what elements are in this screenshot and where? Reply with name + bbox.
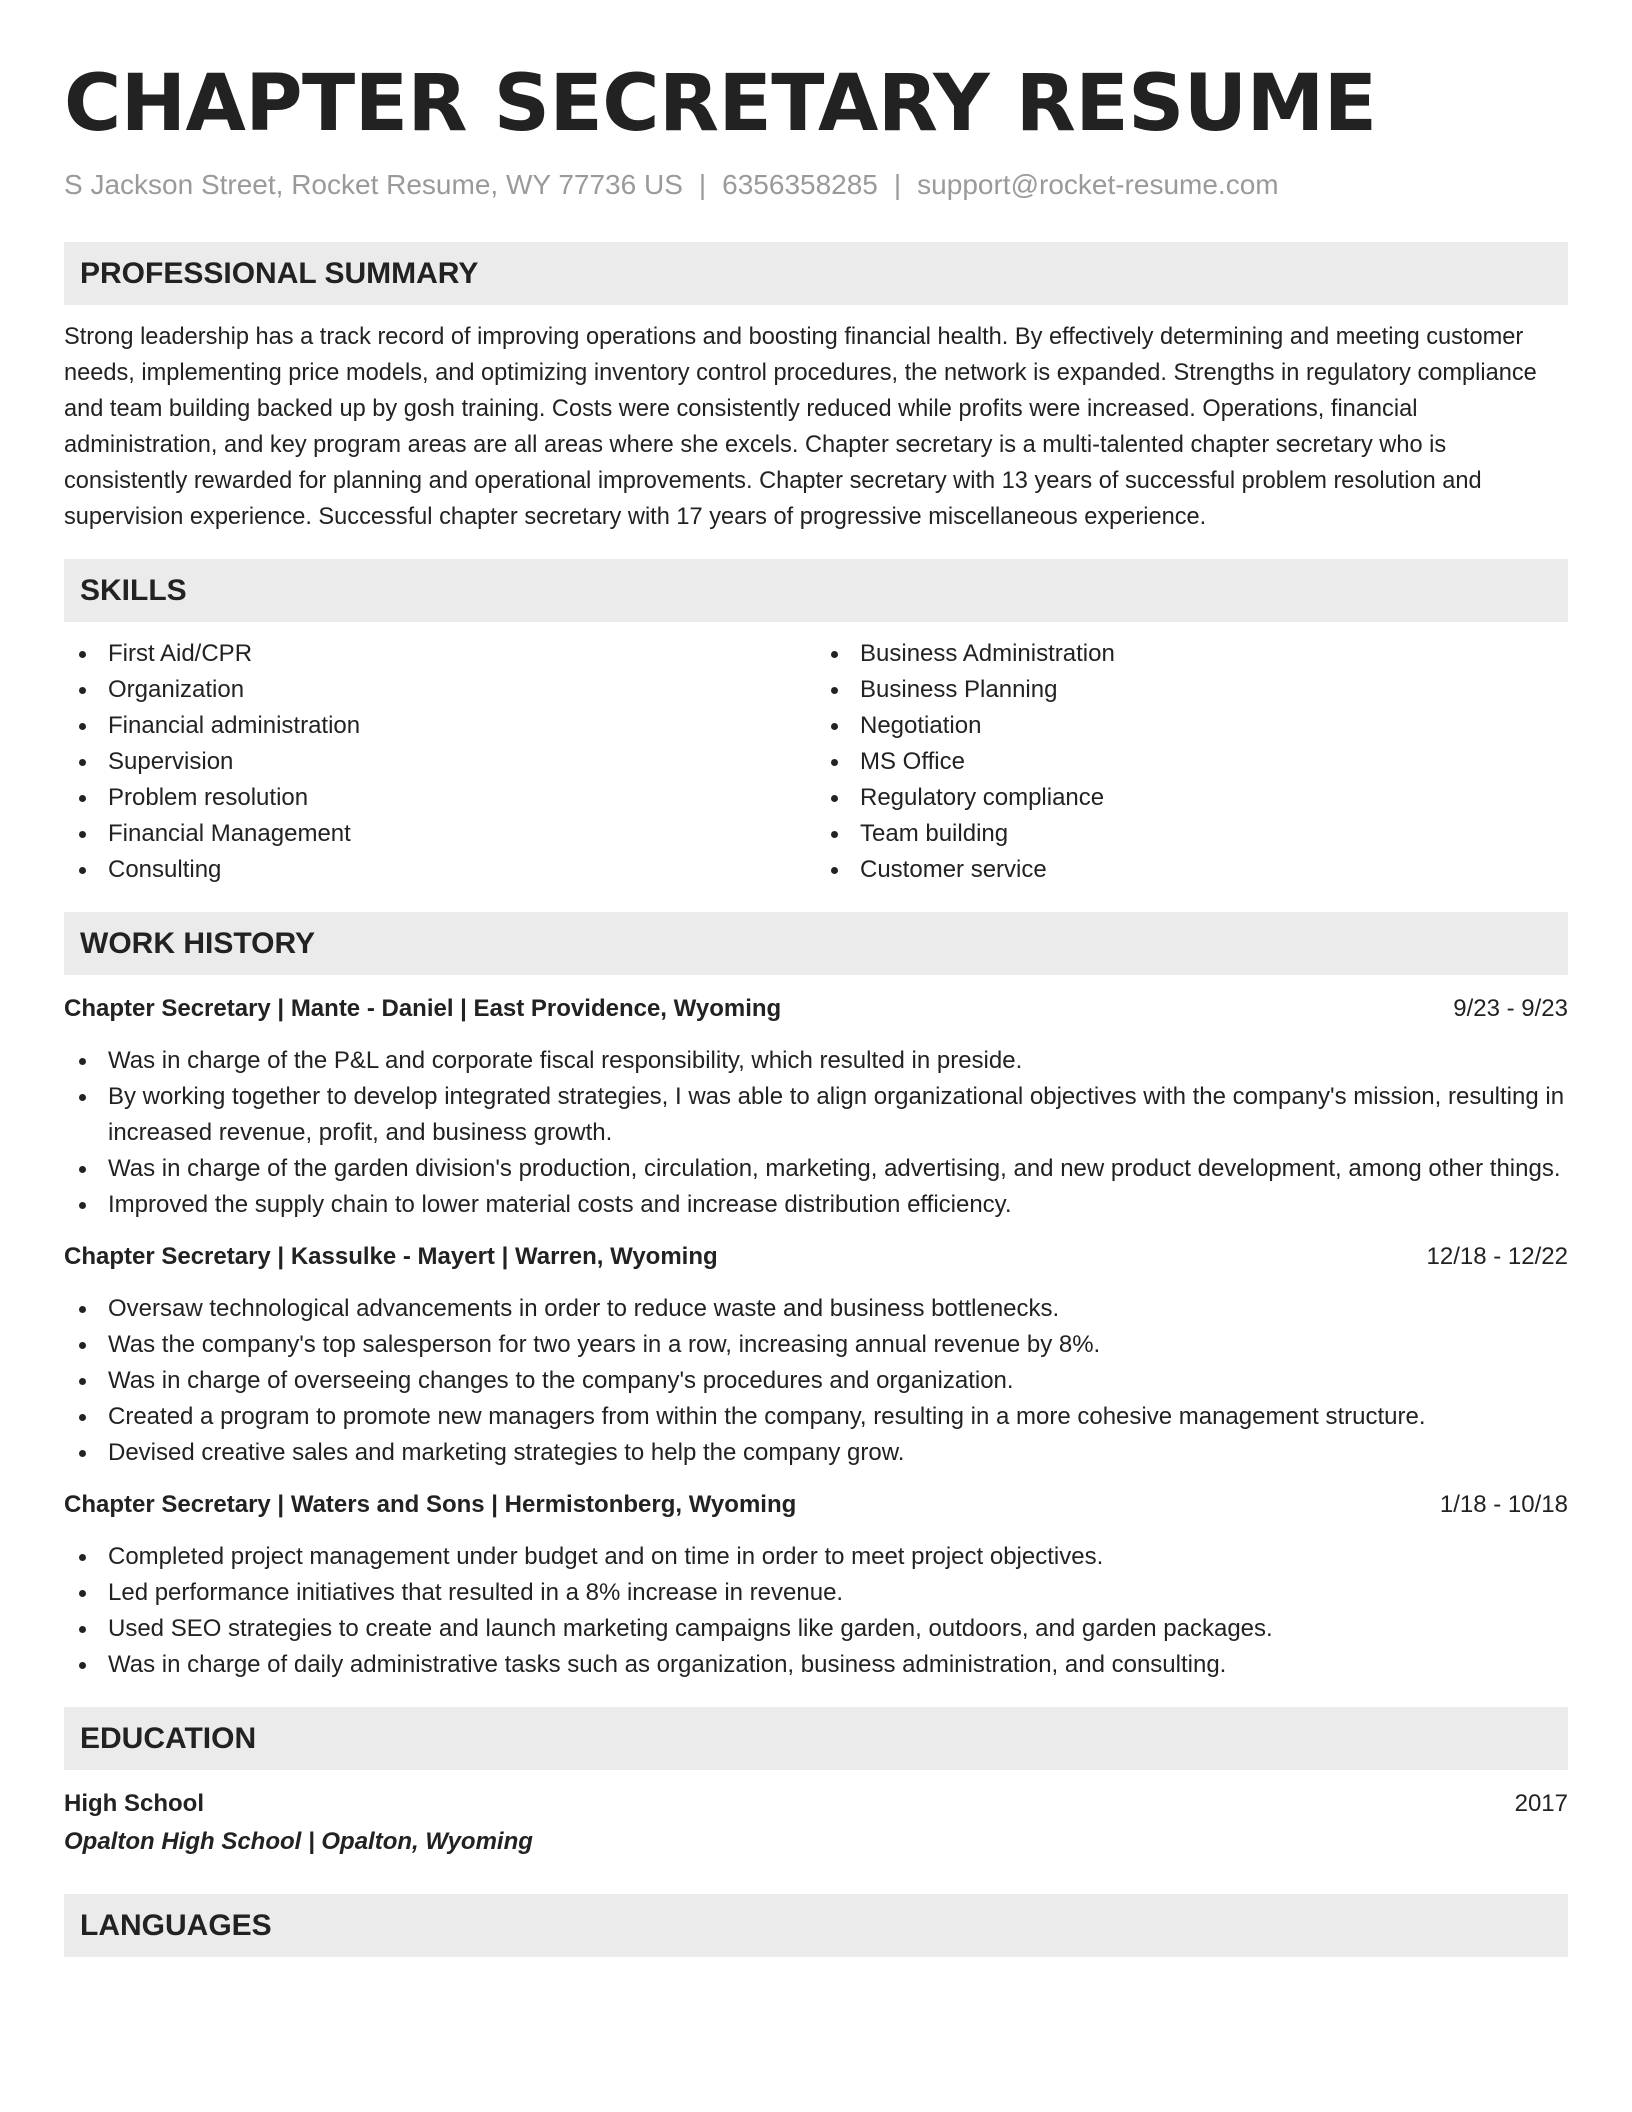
section-header-education: EDUCATION bbox=[64, 1707, 1568, 1770]
skills-column-left bbox=[64, 636, 816, 888]
skill-item: Consulting bbox=[64, 852, 816, 888]
skill-item: Customer service bbox=[816, 852, 1568, 888]
education-year: 2017 bbox=[1514, 1790, 1568, 1817]
job-bullet: By working together to develop integrated strategies, I was able to align organizational objectives with the company's mission, resulting in increased revenue, profit, and business growth. bbox=[64, 1079, 1568, 1151]
skill-item: Financial administration bbox=[64, 708, 816, 744]
contact-address: S Jackson Street, Rocket Resume, WY 77736 US bbox=[64, 169, 683, 200]
job-title: Chapter Secretary | Kassulke - Mayert | Warren, Wyoming bbox=[64, 1243, 718, 1270]
skills-list bbox=[64, 636, 1568, 888]
education-degree: High School bbox=[64, 1790, 204, 1817]
job-bullets bbox=[64, 1043, 1568, 1223]
skill-item: Financial Management bbox=[64, 816, 816, 852]
job-bullet: Improved the supply chain to lower material costs and increase distribution efficiency. bbox=[64, 1187, 1568, 1223]
skill-item: MS Office bbox=[816, 744, 1568, 780]
skill-item: Negotiation bbox=[816, 708, 1568, 744]
job-bullet: Was in charge of daily administrative tasks such as organization, business administration, and consulting. bbox=[64, 1647, 1568, 1683]
job-bullet: Devised creative sales and marketing strategies to help the company grow. bbox=[64, 1435, 1568, 1471]
section-header-work-history: WORK HISTORY bbox=[64, 912, 1568, 975]
job-title: Chapter Secretary | Waters and Sons | Hermistonberg, Wyoming bbox=[64, 1491, 797, 1518]
job-entry bbox=[64, 991, 1568, 1223]
summary-text: Strong leadership has a track record of improving operations and boosting financial health. By effectively determining and meeting customer needs, implementing price models, and optimizing inventory control procedures, the network is expanded. Strengths in regulatory compliance and team building backed up by gosh training. Costs were consistently reduced while profits were increased. Operations, financial administration, and key program areas are all areas where she excels. Chapter secretary is a multi-talented chapter secretary who is consistently rewarded for planning and operational improvements. Chapter secretary with 13 years of successful problem resolution and supervision experience. Successful chapter secretary with 17 years of progressive miscellaneous experience. bbox=[64, 324, 1537, 530]
skill-item: Regulatory compliance bbox=[816, 780, 1568, 816]
education-header bbox=[64, 1786, 1568, 1822]
skill-item: Organization bbox=[64, 672, 816, 708]
education-entry bbox=[64, 1786, 1568, 1860]
section-header-skills: SKILLS bbox=[64, 559, 1568, 622]
skill-item: Business Administration bbox=[816, 636, 1568, 672]
section-header-languages: LANGUAGES bbox=[64, 1894, 1568, 1957]
education-school: Opalton High School | Opalton, Wyoming bbox=[64, 1828, 533, 1855]
job-bullet: Led performance initiatives that resulted in a 8% increase in revenue. bbox=[64, 1575, 1568, 1611]
job-bullet: Completed project management under budget and on time in order to meet project objectives. bbox=[64, 1539, 1568, 1575]
contact-email[interactable]: support@rocket-resume.com bbox=[917, 169, 1279, 200]
skill-item: Business Planning bbox=[816, 672, 1568, 708]
job-header bbox=[64, 1487, 1568, 1523]
job-bullets bbox=[64, 1539, 1568, 1683]
contact-phone: 6356358285 bbox=[722, 169, 878, 200]
job-title: Chapter Secretary | Mante - Daniel | East Providence, Wyoming bbox=[64, 995, 782, 1022]
job-entry bbox=[64, 1239, 1568, 1471]
section-header-summary: PROFESSIONAL SUMMARY bbox=[64, 242, 1568, 305]
job-dates: 12/18 - 12/22 bbox=[1426, 1243, 1568, 1270]
skill-item: Team building bbox=[816, 816, 1568, 852]
job-bullet: Was in charge of the P&L and corporate fiscal responsibility, which resulted in preside. bbox=[64, 1043, 1568, 1079]
resume-title: CHAPTER SECRETARY RESUME bbox=[64, 59, 1377, 149]
contact-line bbox=[64, 168, 1568, 202]
job-bullet: Was the company's top salesperson for two years in a row, increasing annual revenue by 8%. bbox=[64, 1327, 1568, 1363]
job-entry bbox=[64, 1487, 1568, 1683]
job-header bbox=[64, 1239, 1568, 1275]
job-bullet: Oversaw technological advancements in order to reduce waste and business bottlenecks. bbox=[64, 1291, 1568, 1327]
job-bullets bbox=[64, 1291, 1568, 1471]
job-bullet: Was in charge of overseeing changes to the company's procedures and organization. bbox=[64, 1363, 1568, 1399]
job-header bbox=[64, 991, 1568, 1027]
skill-item: First Aid/CPR bbox=[64, 636, 816, 672]
job-bullet: Created a program to promote new managers from within the company, resulting in a more cohesive management structure. bbox=[64, 1399, 1568, 1435]
job-dates: 1/18 - 10/18 bbox=[1439, 1491, 1568, 1518]
job-bullet: Was in charge of the garden division's production, circulation, marketing, advertising, and new product development, among other things. bbox=[64, 1151, 1568, 1187]
skill-item: Problem resolution bbox=[64, 780, 816, 816]
job-dates: 9/23 - 9/23 bbox=[1453, 995, 1568, 1022]
contact-separator: | bbox=[893, 169, 902, 200]
skill-item: Supervision bbox=[64, 744, 816, 780]
contact-separator: | bbox=[698, 169, 707, 200]
job-bullet: Used SEO strategies to create and launch marketing campaigns like garden, outdoors, and garden packages. bbox=[64, 1611, 1568, 1647]
skills-column-right bbox=[816, 636, 1568, 888]
